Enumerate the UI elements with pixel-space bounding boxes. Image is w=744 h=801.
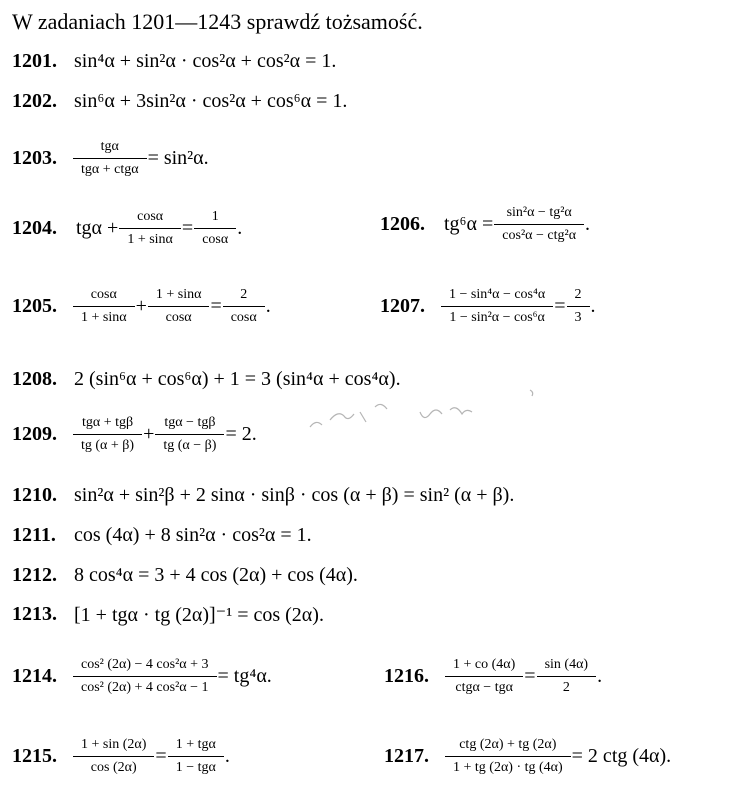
fraction	[77, 656, 213, 697]
rhs: = tg⁴α.	[217, 665, 272, 687]
fraction	[159, 414, 220, 455]
problem-1206	[380, 204, 592, 245]
numerator: 1 + sinα	[155, 287, 202, 302]
problem-number: 1201.	[12, 50, 57, 72]
problem-1216	[384, 656, 604, 697]
numerator: 2	[574, 287, 582, 302]
period: .	[224, 745, 230, 767]
fraction	[198, 208, 232, 249]
denominator: cos² (2α) + 4 cos²α − 1	[81, 680, 209, 695]
numerator: cosα	[137, 209, 164, 224]
numerator: cosα	[90, 287, 117, 302]
denominator: cosα	[230, 310, 257, 325]
plus: +	[143, 423, 155, 445]
problem-number: 1214.	[12, 665, 57, 687]
denominator: cosα	[165, 310, 192, 325]
fraction	[77, 414, 138, 455]
problem-number: 1206.	[380, 213, 425, 235]
problem-number: 1216.	[384, 665, 429, 687]
denominator: 1 + tg (2α) · tg (4α)	[453, 760, 563, 775]
problem-1205	[12, 286, 273, 327]
numerator: 1 + sin (2α)	[81, 737, 147, 752]
denominator: cos²α − ctg²α	[502, 228, 577, 243]
problem-number: 1203.	[12, 147, 57, 169]
fraction	[449, 656, 519, 697]
fraction	[541, 656, 593, 697]
fraction	[571, 286, 586, 327]
fraction	[445, 286, 549, 327]
problem-number: 1204.	[12, 217, 57, 239]
problem-1202	[12, 90, 347, 113]
denominator: cos (2α)	[90, 760, 137, 775]
fraction	[152, 286, 206, 327]
problem-number: 1210.	[12, 484, 57, 506]
problem-number: 1205.	[12, 295, 57, 317]
problem-number: 1217.	[384, 745, 429, 767]
rhs: = 2.	[225, 423, 257, 445]
problem-number: 1202.	[12, 90, 57, 112]
equals: =	[155, 745, 167, 767]
numerator: 2	[240, 287, 248, 302]
numerator: 1	[211, 209, 219, 224]
fraction	[172, 736, 220, 777]
fraction	[77, 138, 143, 179]
problem-1212	[12, 564, 358, 587]
problem-1213	[12, 602, 324, 627]
section-instruction: W zadaniach 1201—1243 sprawdź tożsamość.	[12, 9, 423, 34]
equals: =	[554, 295, 566, 317]
problem-number: 1209.	[12, 423, 57, 445]
equals: =	[524, 665, 536, 687]
problem-1214	[12, 656, 274, 697]
denominator: ctgα − tgα	[455, 680, 513, 695]
identity: [1 + tgα · tg (2α)]⁻¹ = cos (2α).	[74, 604, 324, 626]
problem-1201	[12, 50, 336, 73]
problem-1210	[12, 484, 514, 507]
rhs: = 2 ctg (4α).	[571, 745, 672, 767]
numerator: tgα + tgβ	[81, 415, 134, 430]
numerator: 1 + co (4α)	[453, 657, 516, 672]
numerator: 1 − sin⁴α − cos⁴α	[449, 287, 546, 302]
numerator: sin²α − tg²α	[506, 205, 572, 220]
numerator: sin (4α)	[544, 657, 589, 672]
problem-number: 1211.	[12, 524, 56, 546]
denominator: 1 + sinα	[127, 232, 173, 247]
problem-1217	[384, 736, 673, 777]
equals: =	[210, 295, 222, 317]
identity: sin²α + sin²β + 2 sinα · sinβ · cos (α + β) = sin² (α + β).	[74, 484, 515, 506]
numerator: 1 + tgα	[175, 737, 216, 752]
numerator: tgα	[100, 139, 119, 154]
denominator: 3	[574, 310, 582, 325]
identity: 8 cos⁴α = 3 + 4 cos (2α) + cos (4α).	[74, 564, 358, 586]
problem-1215	[12, 736, 232, 777]
denominator: 1 − tgα	[175, 760, 216, 775]
fraction	[123, 208, 177, 249]
denominator: tgα + ctgα	[81, 162, 139, 177]
period: .	[590, 295, 596, 317]
fraction	[77, 286, 131, 327]
identity: 2 (sin⁶α + cos⁶α) + 1 = 3 (sin⁴α + cos⁴α).	[74, 368, 401, 390]
problem-number: 1213.	[12, 603, 57, 625]
rhs: = sin²α.	[147, 147, 209, 169]
identity: cos (4α) + 8 sin²α · cos²α = 1.	[74, 524, 312, 546]
identity: sin⁶α + 3sin²α · cos²α + cos⁶α = 1.	[74, 90, 348, 112]
period: .	[265, 295, 271, 317]
problem-1209	[12, 414, 259, 455]
period: .	[237, 217, 243, 239]
fraction	[227, 286, 261, 327]
fraction	[77, 736, 150, 777]
problem-1204	[12, 208, 244, 249]
term: tg⁶α =	[444, 213, 494, 235]
fraction	[498, 204, 580, 245]
denominator: tg (α + β)	[81, 438, 135, 453]
numerator: ctg (2α) + tg (2α)	[459, 737, 557, 752]
identity: sin⁴α + sin²α · cos²α + cos²α = 1.	[74, 50, 337, 72]
problem-1207	[380, 286, 598, 327]
plus: +	[135, 295, 147, 317]
denominator: cosα	[202, 232, 229, 247]
numerator: tgα − tgβ	[164, 415, 216, 430]
problem-1203	[12, 138, 211, 179]
denominator: 2	[562, 680, 570, 695]
period: .	[597, 665, 603, 687]
period: .	[585, 213, 591, 235]
problem-1211	[12, 524, 312, 547]
problem-number: 1212.	[12, 564, 57, 586]
fraction	[449, 736, 567, 777]
problem-number: 1215.	[12, 745, 57, 767]
problem-number: 1208.	[12, 368, 57, 390]
problem-number: 1207.	[380, 295, 425, 317]
denominator: 1 + sinα	[81, 310, 127, 325]
denominator: 1 − sin²α − cos⁶α	[449, 310, 545, 325]
equals: =	[181, 217, 194, 239]
pencil-scribble	[300, 382, 560, 442]
denominator: tg (α − β)	[163, 438, 217, 453]
numerator: cos² (2α) − 4 cos²α + 3	[81, 657, 209, 672]
term: tgα +	[76, 217, 119, 239]
